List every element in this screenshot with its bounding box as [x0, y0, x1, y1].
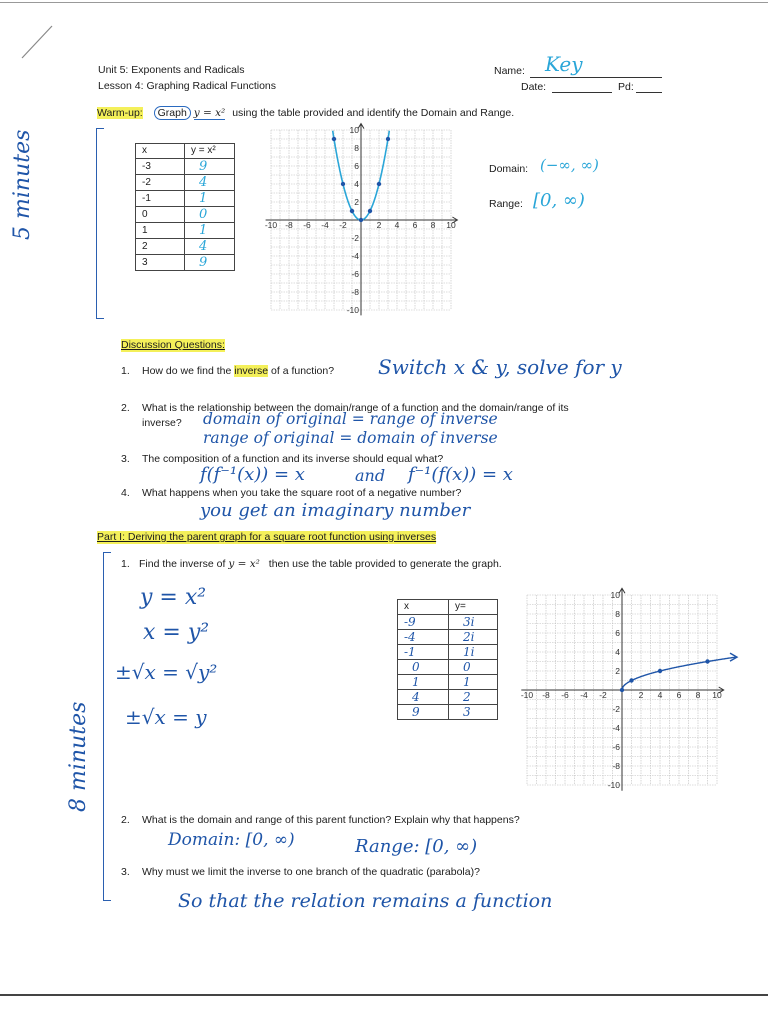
- g2-x-tick-label: 8: [695, 690, 701, 700]
- part1-y-0: 3i: [449, 614, 498, 629]
- part1-y-5: 2: [449, 689, 498, 704]
- q4-number: 4.: [121, 487, 130, 499]
- part1-y-2: 1i: [449, 644, 498, 659]
- g2-x-tick-label: 6: [676, 690, 682, 700]
- g1-y-tick-label: 6: [354, 161, 359, 171]
- part1-q3-answer: So that the relation remains a function: [178, 890, 553, 912]
- q2-answer-line2: range of original = domain of inverse: [203, 429, 498, 447]
- pd-label: Pd:: [618, 81, 634, 93]
- g2-x-tick-label: -10: [520, 690, 534, 700]
- part1-q1-text-b: then use the table provided to generate the graph.: [268, 558, 502, 570]
- part1-x-3: 0: [398, 659, 449, 674]
- g1-x-tick-label: 6: [412, 220, 418, 230]
- part1-q2-number: 2.: [121, 814, 130, 826]
- g2-x-tick-label: 10: [712, 690, 722, 700]
- name-value: Key: [545, 52, 583, 76]
- warmup-bracket: [96, 128, 97, 318]
- warmup-y-4: 1: [185, 222, 235, 238]
- q1-highlight-inverse: inverse: [234, 365, 269, 377]
- q4-answer: you get an imaginary number: [200, 500, 471, 521]
- g1-y-tick-label: -10: [346, 305, 359, 315]
- q2-number: 2.: [121, 402, 130, 414]
- part1-q1-text-a: Find the inverse of: [139, 558, 226, 570]
- warmup-y-5: 4: [185, 238, 235, 254]
- warmup-graph-word: Graph: [154, 106, 191, 120]
- date-label: Date:: [521, 81, 547, 93]
- warmup-instructions: using the table provided and identify the Domain and Range.: [232, 107, 515, 119]
- g2-x-tick-label: 2: [638, 690, 644, 700]
- pd-line: [636, 92, 662, 93]
- part1-x-6: 9: [398, 704, 449, 719]
- part1-q2-text: What is the domain and range of this parent function? Explain why that happens?: [142, 814, 520, 826]
- part1-table-header-x: x: [398, 600, 449, 615]
- q4-text: What happens when you take the square root of a negative number?: [142, 487, 462, 499]
- q1-text-b: of a function?: [271, 365, 335, 377]
- warmup-y-6: 9: [185, 254, 235, 270]
- part1-x-0: -9: [398, 614, 449, 629]
- g1-y-tick-label: -8: [351, 287, 359, 297]
- discussion-q1: [121, 365, 334, 378]
- discussion-q4: [121, 487, 461, 500]
- part1-q2: [121, 814, 520, 827]
- g2-y-tick-label: 10: [610, 590, 620, 600]
- q3-number: 3.: [121, 453, 130, 465]
- part1-bracket: [103, 552, 104, 900]
- part1-bracket-bottom: [103, 900, 111, 901]
- warmup-x-5: 2: [136, 238, 185, 254]
- warmup-table-header-y: y = x²: [185, 144, 235, 159]
- unit-title: Unit 5: Exponents and Radicals: [98, 64, 245, 76]
- part1-x-5: 4: [398, 689, 449, 704]
- warmup-x-3: 0: [136, 206, 185, 222]
- part1-work-3: ±√x = √y²: [115, 660, 218, 684]
- part1-x-2: -1: [398, 644, 449, 659]
- g2-y-tick-label: -8: [612, 761, 620, 771]
- scan-top-edge: [0, 2, 768, 3]
- g2-x-tick-label: -8: [542, 690, 550, 700]
- warmup-line: [97, 107, 514, 120]
- q1-answer: Switch x & y, solve for y: [378, 355, 622, 379]
- g2-y-tick-label: 6: [615, 628, 620, 638]
- g1-y-tick-label: 10: [349, 125, 359, 135]
- part1-graph: [514, 586, 740, 794]
- warmup-x-0: -3: [136, 158, 185, 174]
- q1-number: 1.: [121, 365, 130, 377]
- g1-y-tick-label: 2: [354, 197, 359, 207]
- g2-point: [658, 669, 662, 673]
- g1-y-tick-label: 8: [354, 143, 359, 153]
- part1-q2-range: Range: [0, ∞): [355, 836, 478, 857]
- part1-time-note: 8 minutes: [66, 701, 91, 812]
- g1-point: [377, 182, 381, 186]
- part1-y-4: 1: [449, 674, 498, 689]
- g1-point: [368, 209, 372, 213]
- part1-work-1: y = x²: [140, 585, 207, 610]
- warmup-x-4: 1: [136, 222, 185, 238]
- g2-point: [620, 688, 624, 692]
- warmup-bracket-top: [96, 128, 104, 129]
- g2-y-tick-label: -2: [612, 704, 620, 714]
- g1-point: [386, 137, 390, 141]
- part1-q1-eq: y = x²: [228, 558, 260, 570]
- g1-y-tick-label: -4: [351, 251, 359, 261]
- part1-y-6: 3: [449, 704, 498, 719]
- warmup-label: Warm-up:: [97, 107, 143, 119]
- part1-q3-text: Why must we limit the inverse to one branch of the quadratic (parabola)?: [142, 866, 480, 878]
- g1-x-tick-label: 4: [394, 220, 400, 230]
- part1-table-header-y: y=: [449, 600, 498, 615]
- g1-y-tick-label: -2: [351, 233, 359, 243]
- part1-table: [397, 599, 498, 720]
- part1-bracket-top: [103, 552, 111, 553]
- g2-y-tick-label: 8: [615, 609, 620, 619]
- g1-x-tick-label: -10: [264, 220, 278, 230]
- g2-x-tick-label: 4: [657, 690, 663, 700]
- q3-answer-a: f(f⁻¹(x)) = x: [200, 464, 305, 485]
- warmup-table-header-x: x: [136, 144, 185, 159]
- g1-x-tick-label: 10: [446, 220, 456, 230]
- pencil-mark: [18, 22, 58, 62]
- range-answer: [0, ∞): [533, 190, 585, 211]
- part1-q3: [121, 866, 480, 879]
- q3-answer-b: f⁻¹(f(x)) = x: [408, 464, 513, 485]
- q2-answer-line1: domain of original = range of inverse: [203, 410, 498, 428]
- warmup-x-6: 3: [136, 254, 185, 270]
- date-line: [552, 92, 612, 93]
- part1-work-4: ±√x = y: [125, 705, 207, 729]
- warmup-x-2: -1: [136, 190, 185, 206]
- g1-x-tick-label: 2: [376, 220, 382, 230]
- scan-bottom-edge: [0, 994, 768, 996]
- discussion-title: Discussion Questions:: [121, 339, 225, 351]
- name-line: [530, 77, 662, 78]
- g1-x-tick-label: -8: [285, 220, 293, 230]
- g1-y-tick-label: 4: [354, 179, 359, 189]
- q2-text: What is the relationship between the domain/range of a function and the domain/range of its: [142, 402, 569, 414]
- part1-q2-domain: Domain: [0, ∞): [168, 830, 295, 850]
- g1-x-tick-label: -4: [321, 220, 329, 230]
- g1-x-tick-label: 8: [430, 220, 436, 230]
- part1-y-1: 2i: [449, 629, 498, 644]
- g1-x-tick-label: -6: [303, 220, 311, 230]
- g1-point: [332, 137, 336, 141]
- part1-q1-number: 1.: [121, 558, 130, 570]
- g2-point: [629, 678, 633, 682]
- warmup-y-2: 1: [185, 190, 235, 206]
- lesson-title: Lesson 4: Graphing Radical Functions: [98, 80, 277, 92]
- g1-y-tick-label: -6: [351, 269, 359, 279]
- part1-y-3: 0: [449, 659, 498, 674]
- g2-x-tick-label: -6: [561, 690, 569, 700]
- domain-label: Domain:: [489, 163, 529, 175]
- g1-point: [341, 182, 345, 186]
- range-label: Range:: [489, 198, 523, 210]
- name-label: Name:: [494, 65, 525, 77]
- part1-x-1: -4: [398, 629, 449, 644]
- q3-answer-and: and: [355, 466, 386, 485]
- warmup-y-3: 0: [185, 206, 235, 222]
- warmup-time-note: 5 minutes: [10, 129, 35, 240]
- warmup-bracket-bottom: [96, 318, 104, 319]
- part1-title: Part I: Deriving the parent graph for a square root function using inverses: [97, 531, 437, 543]
- g2-point: [705, 659, 709, 663]
- q1-text-a: How do we find the: [142, 365, 232, 377]
- g1-point: [350, 209, 354, 213]
- g2-y-tick-label: -6: [612, 742, 620, 752]
- g2-x-tick-label: -2: [599, 690, 607, 700]
- g2-y-tick-label: -10: [607, 780, 620, 790]
- g2-y-tick-label: -4: [612, 723, 620, 733]
- warmup-y-0: 9: [185, 158, 235, 174]
- g2-y-tick-label: 4: [615, 647, 620, 657]
- domain-answer: (−∞, ∞): [540, 156, 599, 174]
- warmup-graph: [258, 120, 464, 320]
- q2-text-line2: inverse?: [142, 417, 182, 429]
- part1-q3-number: 3.: [121, 866, 130, 878]
- g2-x-tick-label: -4: [580, 690, 588, 700]
- part1-x-4: 1: [398, 674, 449, 689]
- part1-q1: [121, 558, 502, 571]
- warmup-equation: y = x²: [193, 107, 226, 119]
- g2-y-tick-label: 2: [615, 666, 620, 676]
- g1-point: [359, 218, 363, 222]
- g1-x-tick-label: -2: [339, 220, 347, 230]
- warmup-y-1: 4: [185, 174, 235, 190]
- warmup-table: [135, 143, 235, 271]
- warmup-x-1: -2: [136, 174, 185, 190]
- part1-work-2: x = y²: [143, 620, 210, 645]
- q3-text: The composition of a function and its inverse should equal what?: [142, 453, 444, 465]
